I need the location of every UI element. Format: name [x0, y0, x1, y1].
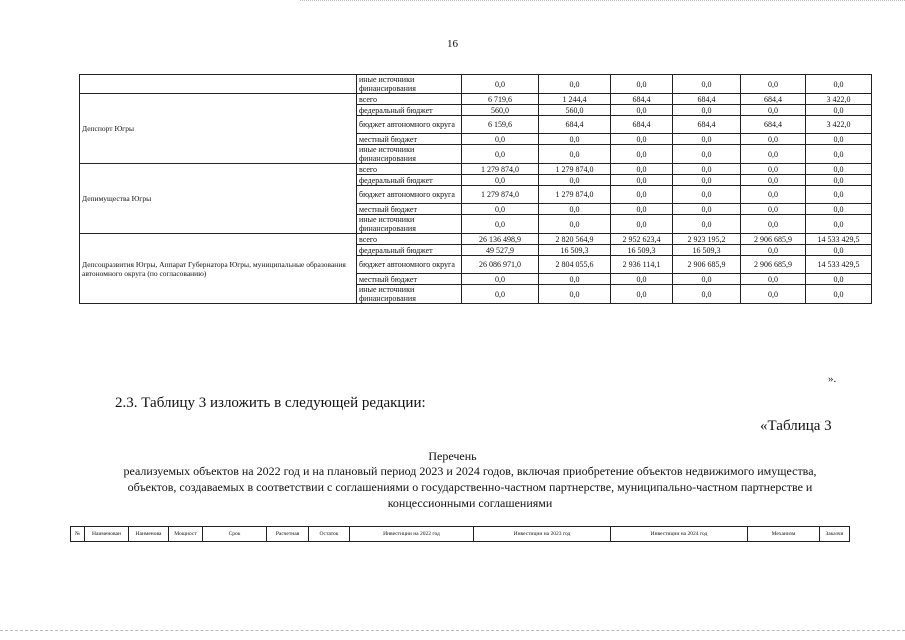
value-cell: 0,0	[741, 75, 806, 94]
table3-header-cell: Инвестиции на 2022 год	[350, 527, 474, 542]
source-cell: федеральный бюджет	[357, 105, 462, 116]
value-cell: 2 923 195,2	[673, 234, 741, 245]
value-cell: 0,0	[539, 134, 611, 145]
value-cell: 0,0	[611, 274, 673, 285]
value-cell: 0,0	[741, 245, 806, 256]
value-cell: 0,0	[462, 274, 539, 285]
value-cell: 26 136 498,9	[462, 234, 539, 245]
table-row	[80, 234, 872, 245]
value-cell: 0,0	[806, 175, 872, 186]
scan-artifact-bottom	[0, 630, 905, 632]
value-cell: 0,0	[673, 134, 741, 145]
value-cell: 0,0	[611, 134, 673, 145]
table3-header-cell: Расчетная	[267, 527, 309, 542]
value-cell: 14 533 429,5	[806, 234, 872, 245]
value-cell: 2 804 055,6	[539, 256, 611, 274]
value-cell: 0,0	[673, 105, 741, 116]
source-cell: всего	[357, 164, 462, 175]
value-cell: 684,4	[539, 116, 611, 134]
page-number: 16	[447, 38, 458, 50]
value-cell: 0,0	[611, 204, 673, 215]
table3-header-cell: Мощност	[169, 527, 203, 542]
value-cell: 0,0	[673, 164, 741, 175]
table3-header-cell: Наименован	[85, 527, 129, 542]
table-row	[80, 75, 872, 94]
table3-header-cell: Заказчи	[820, 527, 850, 542]
value-cell: 0,0	[673, 215, 741, 234]
value-cell: 0,0	[741, 285, 806, 304]
value-cell: 1 279 874,0	[539, 164, 611, 175]
org-name-cell: Депимущества Югры	[80, 164, 357, 234]
financing-table	[79, 74, 872, 304]
value-cell: 3 422,0	[806, 116, 872, 134]
value-cell: 0,0	[611, 75, 673, 94]
value-cell: 0,0	[741, 164, 806, 175]
table3-header	[70, 526, 850, 542]
value-cell: 0,0	[539, 285, 611, 304]
value-cell: 0,0	[741, 274, 806, 285]
source-cell: федеральный бюджет	[357, 175, 462, 186]
value-cell: 0,0	[539, 175, 611, 186]
value-cell: 0,0	[539, 204, 611, 215]
value-cell: 0,0	[611, 285, 673, 304]
scan-artifact-top	[300, 0, 905, 2]
value-cell: 0,0	[611, 186, 673, 204]
value-cell: 0,0	[806, 245, 872, 256]
value-cell: 2 906 685,9	[741, 234, 806, 245]
source-cell: иные источники финансирования	[357, 285, 462, 304]
value-cell: 0,0	[611, 145, 673, 164]
value-cell: 16 509,3	[611, 245, 673, 256]
value-cell: 0,0	[741, 145, 806, 164]
value-cell: 684,4	[741, 94, 806, 105]
value-cell: 0,0	[741, 105, 806, 116]
value-cell: 6 159,6	[462, 116, 539, 134]
value-cell: 684,4	[673, 94, 741, 105]
value-cell: 16 509,3	[539, 245, 611, 256]
table3-header-cell: Остаток	[309, 527, 350, 542]
value-cell: 2 906 685,9	[741, 256, 806, 274]
value-cell: 0,0	[462, 75, 539, 94]
list-subtitle: реализуемых объектов на 2022 год и на плановый период 2023 и 2024 годов, включая приобретение объектов недвижимого имущества, объектов, создаваемых в соответствии с соглашениями о государственно-частном партнерстве, муниципально-частном партнерстве и концессионными соглашениями	[123, 464, 817, 510]
value-cell: 2 936 114,1	[611, 256, 673, 274]
value-cell: 0,0	[462, 145, 539, 164]
value-cell: 560,0	[539, 105, 611, 116]
value-cell: 1 279 874,0	[462, 186, 539, 204]
source-cell: иные источники финансирования	[357, 215, 462, 234]
value-cell: 0,0	[673, 274, 741, 285]
value-cell: 0,0	[741, 186, 806, 204]
source-cell: местный бюджет	[357, 204, 462, 215]
source-cell: местный бюджет	[357, 274, 462, 285]
value-cell: 0,0	[462, 134, 539, 145]
value-cell: 0,0	[806, 134, 872, 145]
table3-header-cell: №	[71, 527, 85, 542]
table3-header-cell: Срок	[203, 527, 267, 542]
table3-header-cell: Наименова	[129, 527, 169, 542]
value-cell: 0,0	[539, 215, 611, 234]
value-cell: 0,0	[673, 186, 741, 204]
value-cell: 0,0	[539, 75, 611, 94]
value-cell: 0,0	[741, 215, 806, 234]
value-cell: 0,0	[806, 105, 872, 116]
org-name-cell: Депсоцразвития Югры, Аппарат Губернатора Югры, муниципальные образования автономного округа (по согласованию)	[80, 234, 357, 304]
table3-header-cell: Инвестиции на 2023 год	[474, 527, 611, 542]
quote-end: ».	[828, 373, 837, 385]
source-cell: бюджет автономного округа	[357, 256, 462, 274]
value-cell: 2 952 623,4	[611, 234, 673, 245]
value-cell: 0,0	[741, 204, 806, 215]
value-cell: 49 527,9	[462, 245, 539, 256]
value-cell: 0,0	[741, 175, 806, 186]
value-cell: 6 719,6	[462, 94, 539, 105]
value-cell: 0,0	[806, 75, 872, 94]
table3-header-cell: Инвестиции на 2024 год	[611, 527, 748, 542]
value-cell: 0,0	[673, 145, 741, 164]
value-cell: 0,0	[806, 186, 872, 204]
table-row	[80, 164, 872, 175]
table-label: «Таблица 3	[760, 418, 832, 434]
source-cell: местный бюджет	[357, 134, 462, 145]
value-cell: 0,0	[462, 285, 539, 304]
value-cell: 26 086 971,0	[462, 256, 539, 274]
value-cell: 0,0	[806, 215, 872, 234]
value-cell: 0,0	[462, 204, 539, 215]
value-cell: 684,4	[611, 116, 673, 134]
value-cell: 684,4	[611, 94, 673, 105]
org-name-cell: Депспорт Югры	[80, 94, 357, 164]
list-title: Перечень	[428, 449, 477, 463]
value-cell: 0,0	[806, 274, 872, 285]
value-cell: 14 533 429,5	[806, 256, 872, 274]
value-cell: 0,0	[806, 204, 872, 215]
value-cell: 560,0	[462, 105, 539, 116]
value-cell: 0,0	[539, 274, 611, 285]
source-cell: бюджет автономного округа	[357, 116, 462, 134]
value-cell: 2 906 685,9	[673, 256, 741, 274]
org-name-cell	[80, 75, 357, 94]
section-heading: 2.3. Таблицу 3 изложить в следующей редакции:	[115, 395, 426, 411]
table-row	[80, 94, 872, 105]
source-cell: иные источники финансирования	[357, 75, 462, 94]
value-cell: 0,0	[806, 164, 872, 175]
value-cell: 0,0	[611, 215, 673, 234]
value-cell: 0,0	[673, 285, 741, 304]
value-cell: 0,0	[462, 175, 539, 186]
value-cell: 0,0	[539, 145, 611, 164]
source-cell: бюджет автономного округа	[357, 186, 462, 204]
value-cell: 2 820 564,9	[539, 234, 611, 245]
table3-header-cell: Механизм	[748, 527, 820, 542]
value-cell: 16 509,3	[673, 245, 741, 256]
value-cell: 0,0	[806, 285, 872, 304]
source-cell: федеральный бюджет	[357, 245, 462, 256]
value-cell: 684,4	[741, 116, 806, 134]
value-cell: 0,0	[611, 164, 673, 175]
value-cell: 0,0	[806, 145, 872, 164]
value-cell: 684,4	[673, 116, 741, 134]
value-cell: 0,0	[611, 105, 673, 116]
source-cell: всего	[357, 94, 462, 105]
value-cell: 0,0	[673, 204, 741, 215]
value-cell: 0,0	[741, 134, 806, 145]
value-cell: 3 422,0	[806, 94, 872, 105]
value-cell: 1 279 874,0	[539, 186, 611, 204]
value-cell: 0,0	[611, 175, 673, 186]
value-cell: 1 244,4	[539, 94, 611, 105]
source-cell: иные источники финансирования	[357, 145, 462, 164]
value-cell: 0,0	[462, 215, 539, 234]
value-cell: 0,0	[673, 175, 741, 186]
value-cell: 1 279 874,0	[462, 164, 539, 175]
source-cell: всего	[357, 234, 462, 245]
value-cell: 0,0	[673, 75, 741, 94]
